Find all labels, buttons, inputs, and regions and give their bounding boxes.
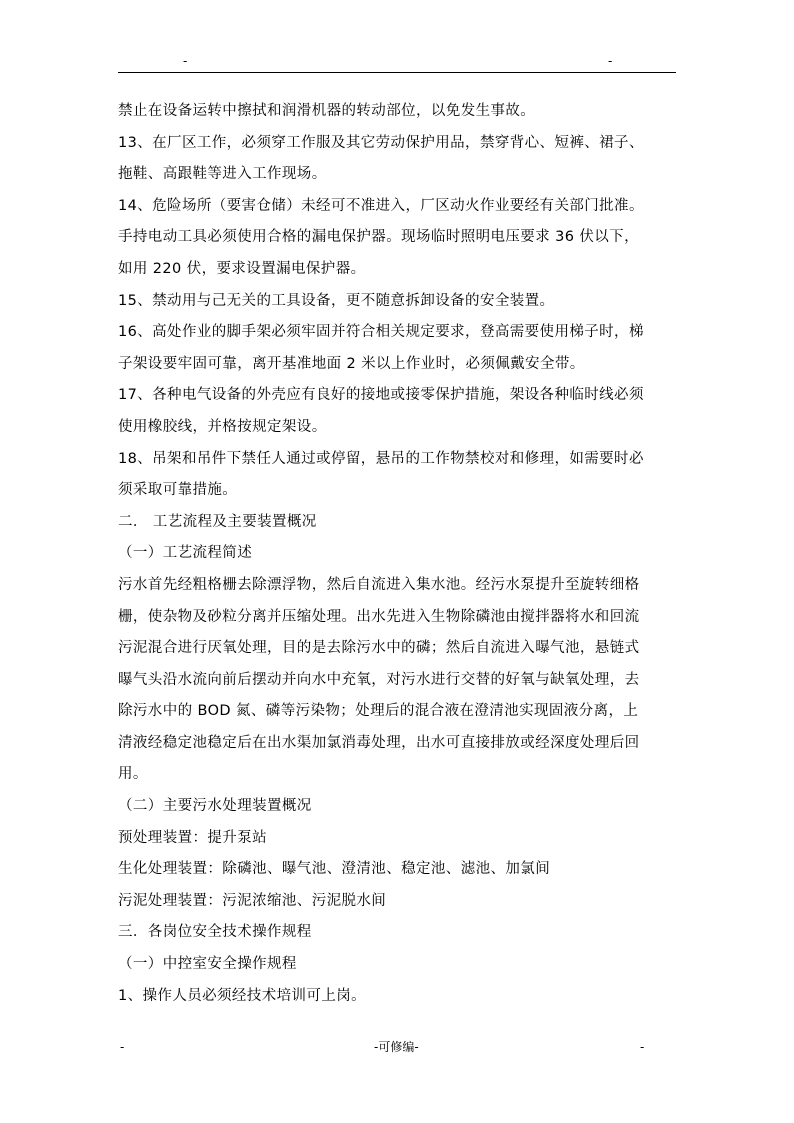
text-line: 须采取可靠措施。: [118, 482, 238, 499]
text-line: 16、高处作业的脚手架必须牢固并符合相关规定要求，登高需要使用梯子时，梯: [118, 324, 644, 341]
text-line: 使用橡胶线，并格按规定架设。: [118, 418, 327, 435]
footer-left-mark: -: [120, 1040, 125, 1054]
text-line: 手持电动工具必须使用合格的漏电保护器。现场临时照明电压要求 36 伏以下，: [118, 229, 639, 246]
text-line: 18、吊架和吊件下禁任人通过或停留，悬吊的工作物禁校对和修理，如需要时必: [118, 450, 644, 467]
document-body: [118, 96, 678, 1012]
section-heading: 二． 工艺流程及主要装置概况: [118, 513, 317, 530]
text-line: 子架设要牢固可靠，离开基准地面 2 米以上作业时，必须佩戴安全带。: [118, 355, 585, 372]
text-line: 15、禁动用与己无关的工具设备，更不随意拆卸设备的安全装置。: [118, 292, 555, 309]
text-line: 1、操作人员必须经技术培训可上岗。: [118, 987, 367, 1004]
text-line: 除污水中的 BOD 氮、磷等污染物；处理后的混合液在澄清池实现固液分离，上: [118, 703, 639, 720]
subsection-heading: （二）主要污水处理装置概况: [118, 798, 312, 815]
subsection-heading: （一）中控室安全操作规程: [118, 956, 297, 973]
text-line: 拖鞋、高跟鞋等进入工作现场。: [118, 166, 327, 183]
text-line: 14、危险场所（要害仓储）未经可不准进入，厂区动火作业要经有关部门批准。: [118, 197, 644, 214]
header-right-mark: -: [608, 54, 613, 68]
footer-center-text: -可修编-: [374, 1040, 419, 1054]
text-line: 13、在厂区工作，必须穿工作服及其它劳动保护用品，禁穿背心、短裤、裙子、: [118, 134, 644, 151]
subsection-heading: （一）工艺流程简述: [118, 545, 253, 562]
footer-right-mark: -: [640, 1040, 645, 1054]
text-line: 17、各种电气设备的外壳应有良好的接地或接零保护措施，架设各种临时线必须: [118, 387, 644, 404]
section-heading: 三．各岗位安全技术操作规程: [118, 924, 312, 941]
text-line: 用。: [118, 766, 148, 783]
text-line: 禁止在设备运转中擦拭和润滑机器的转动部位，以免发生事故。: [118, 103, 536, 119]
text-line: 污泥混合进行厌氧处理，目的是去除污水中的磷；然后自流进入曝气池，悬链式: [118, 640, 640, 657]
text-line: 清液经稳定池稳定后在出水渠加氯消毒处理，出水可直接排放或经深度处理后回: [118, 734, 640, 751]
text-line: 生化处理装置：除磷池、曝气池、澄清池、稳定池、滤池、加氯间: [118, 861, 551, 878]
text-line: 预处理装置：提升泵站: [118, 829, 267, 846]
header-left-mark: -: [183, 54, 188, 68]
text-line: 栅，使杂物及砂粒分离并压缩处理。出水先进入生物除磷池由搅拌器将水和回流: [118, 608, 640, 625]
text-line: 如用 220 伏，要求设置漏电保护器。: [118, 260, 366, 277]
text-line: 污泥处理装置：污泥浓缩池、污泥脱水间: [118, 892, 387, 909]
header-rule: [118, 72, 676, 73]
text-line: 污水首先经粗格栅去除漂浮物，然后自流进入集水池。经污水泵提升至旋转细格: [118, 576, 640, 593]
text-line: 曝气头沿水流向前后摆动并向水中充氧，对污水进行交替的好氧与缺氧处理，去: [118, 671, 640, 688]
